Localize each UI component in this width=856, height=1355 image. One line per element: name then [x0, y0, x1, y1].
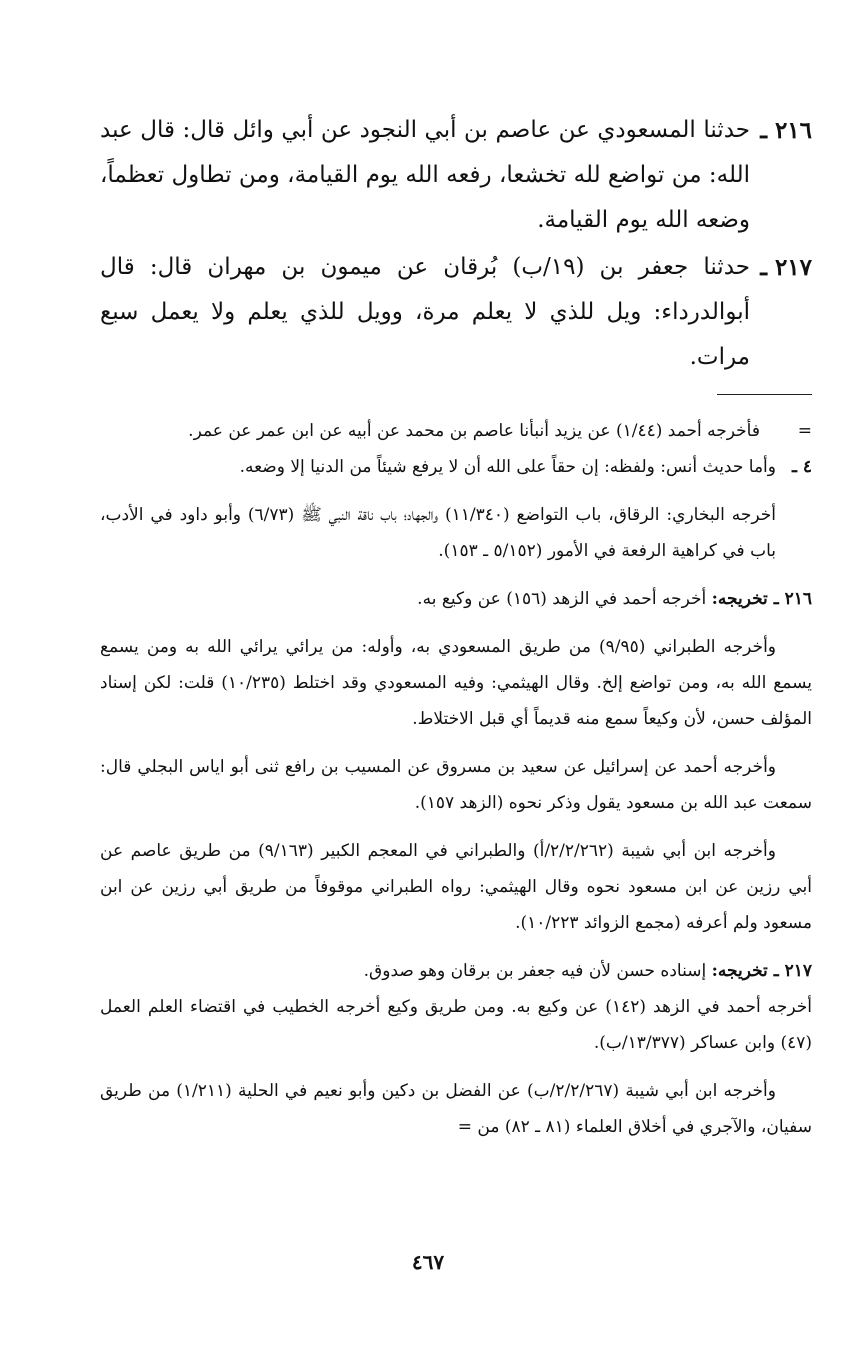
- hadith-text: حدثنا جعفر بن (١٩/ب) بُرقان عن ميمون بن مهران قال: قال أبوالدرداء: ويل للذي لا يعلم مرة، وويل للذي يعلم ولا يعمل سبع مرات.: [100, 254, 750, 370]
- footnote-text: فأخرجه أحمد (١/٤٤) عن يزيد أنبأنا عاصم بن محمد عن أبيه عن ابن عمر عن عمر.: [188, 421, 760, 441]
- hadith-number: ٢١٦ ـ: [760, 117, 812, 144]
- footnote-ahmad-israil: [100, 749, 812, 821]
- hadith-216: [100, 108, 812, 243]
- page-number: ٤٦٧: [411, 1250, 445, 1274]
- hadith-217: [100, 245, 812, 380]
- page-body: [100, 108, 812, 1145]
- footnote-ibn-abi-shayba-2: [100, 1073, 812, 1145]
- takhrij-216: [100, 581, 812, 617]
- hadith-number: ٢١٧ ـ: [760, 254, 812, 281]
- footnote-continuation: [100, 413, 812, 449]
- footnote-bukhari: [100, 497, 812, 569]
- footnote-zuhd-142: [100, 989, 812, 1061]
- takhrij-label: ٢١٦ ـ تخريجه:: [711, 589, 812, 609]
- footnote-text: وأخرجه أحمد عن إسرائيل عن سعيد بن مسروق عن المسيب بن رافع ثنى أبو اياس البجلي قال: سمعت عبد الله بن مسعود يقول وذكر نحوه (الزهد ١٥٧).: [100, 757, 812, 813]
- footnote-text: وأما حديث أنس: ولفظه: إن حقاً على الله أن لا يرفع شيئاً من الدنيا إلا وضعه.: [239, 457, 776, 477]
- footnote-text: وأخرجه ابن أبي شيبة (٢/٢/٢٦٧/ب) عن الفضل بن دكين وأبو نعيم في الحلية (١/٢١١) من طريق سفيان، والآجري في أخلاق العلماء (٨١ ـ ٨٢) من =: [100, 1081, 812, 1137]
- footnote-tabarani: [100, 629, 812, 737]
- hadith-text: حدثنا المسعودي عن عاصم بن أبي النجود عن أبي وائل قال: قال عبد الله: من تواضع لله تخشعا، رفعه الله يوم القيامة، ومن تطاول تعظماً، وضعه الله يوم القيامة.: [100, 117, 750, 233]
- footnote-ibn-abi-shayba: [100, 833, 812, 941]
- footnote-anas: [100, 449, 812, 485]
- continuation-marker: =: [797, 421, 812, 441]
- footnote-text: أخرجه البخاري: الرقاق، باب التواضع (١١/٣٤٠) والجهاد؛ باب ناقة النبي ﷺ (٦/٧٣) وأبو داود في الأدب، باب في كراهية الرفعة في الأمور (٥/١٥٢ ـ ١٥٣).: [100, 505, 776, 561]
- footnote-text: وأخرجه ابن أبي شيبة (٢/٢/٢٦٢/أ) والطبراني في المعجم الكبير (٩/١٦٣) من طريق عاصم عن أبي رزين عن ابن مسعود نحوه وقال الهيثمي: رواه الطبراني موقوفاً من طريق أبي رزين عن ابن مسعود ولم أعرفه (مجمع الزوائد ١٠/٢٢٣).: [100, 841, 812, 933]
- takhrij-text: أخرجه أحمد في الزهد (١٥٦) عن وكيع به.: [417, 589, 707, 609]
- footnote-separator: [717, 394, 812, 395]
- takhrij-text: إسناده حسن لأن فيه جعفر بن برقان وهو صدوق.: [363, 961, 707, 981]
- footnote-number: ٤ ـ: [791, 457, 812, 477]
- takhrij-217: [100, 953, 812, 989]
- footnote-text: وأخرجه الطبراني (٩/٩٥) من طريق المسعودي به، وأوله: من يرائي يرائي الله به ومن يسمع يسمع الله به، ومن تواضع إلخ. وقال الهيثمي: وفيه المسعودي وقد اختلط (١٠/٢٣٥) قلت: لكن إسناد المؤلف حسن، لأن وكيعاً سمع منه قديماً أي قبل الاختلاط.: [100, 637, 812, 729]
- takhrij-label: ٢١٧ ـ تخريجه:: [711, 961, 812, 981]
- footnote-text: أخرجه أحمد في الزهد (١٤٢) عن وكيع به. ومن طريق وكيع أخرجه الخطيب في اقتضاء العلم العمل (٤٧) وابن عساكر (١٣/٣٧٧/ب).: [100, 997, 812, 1053]
